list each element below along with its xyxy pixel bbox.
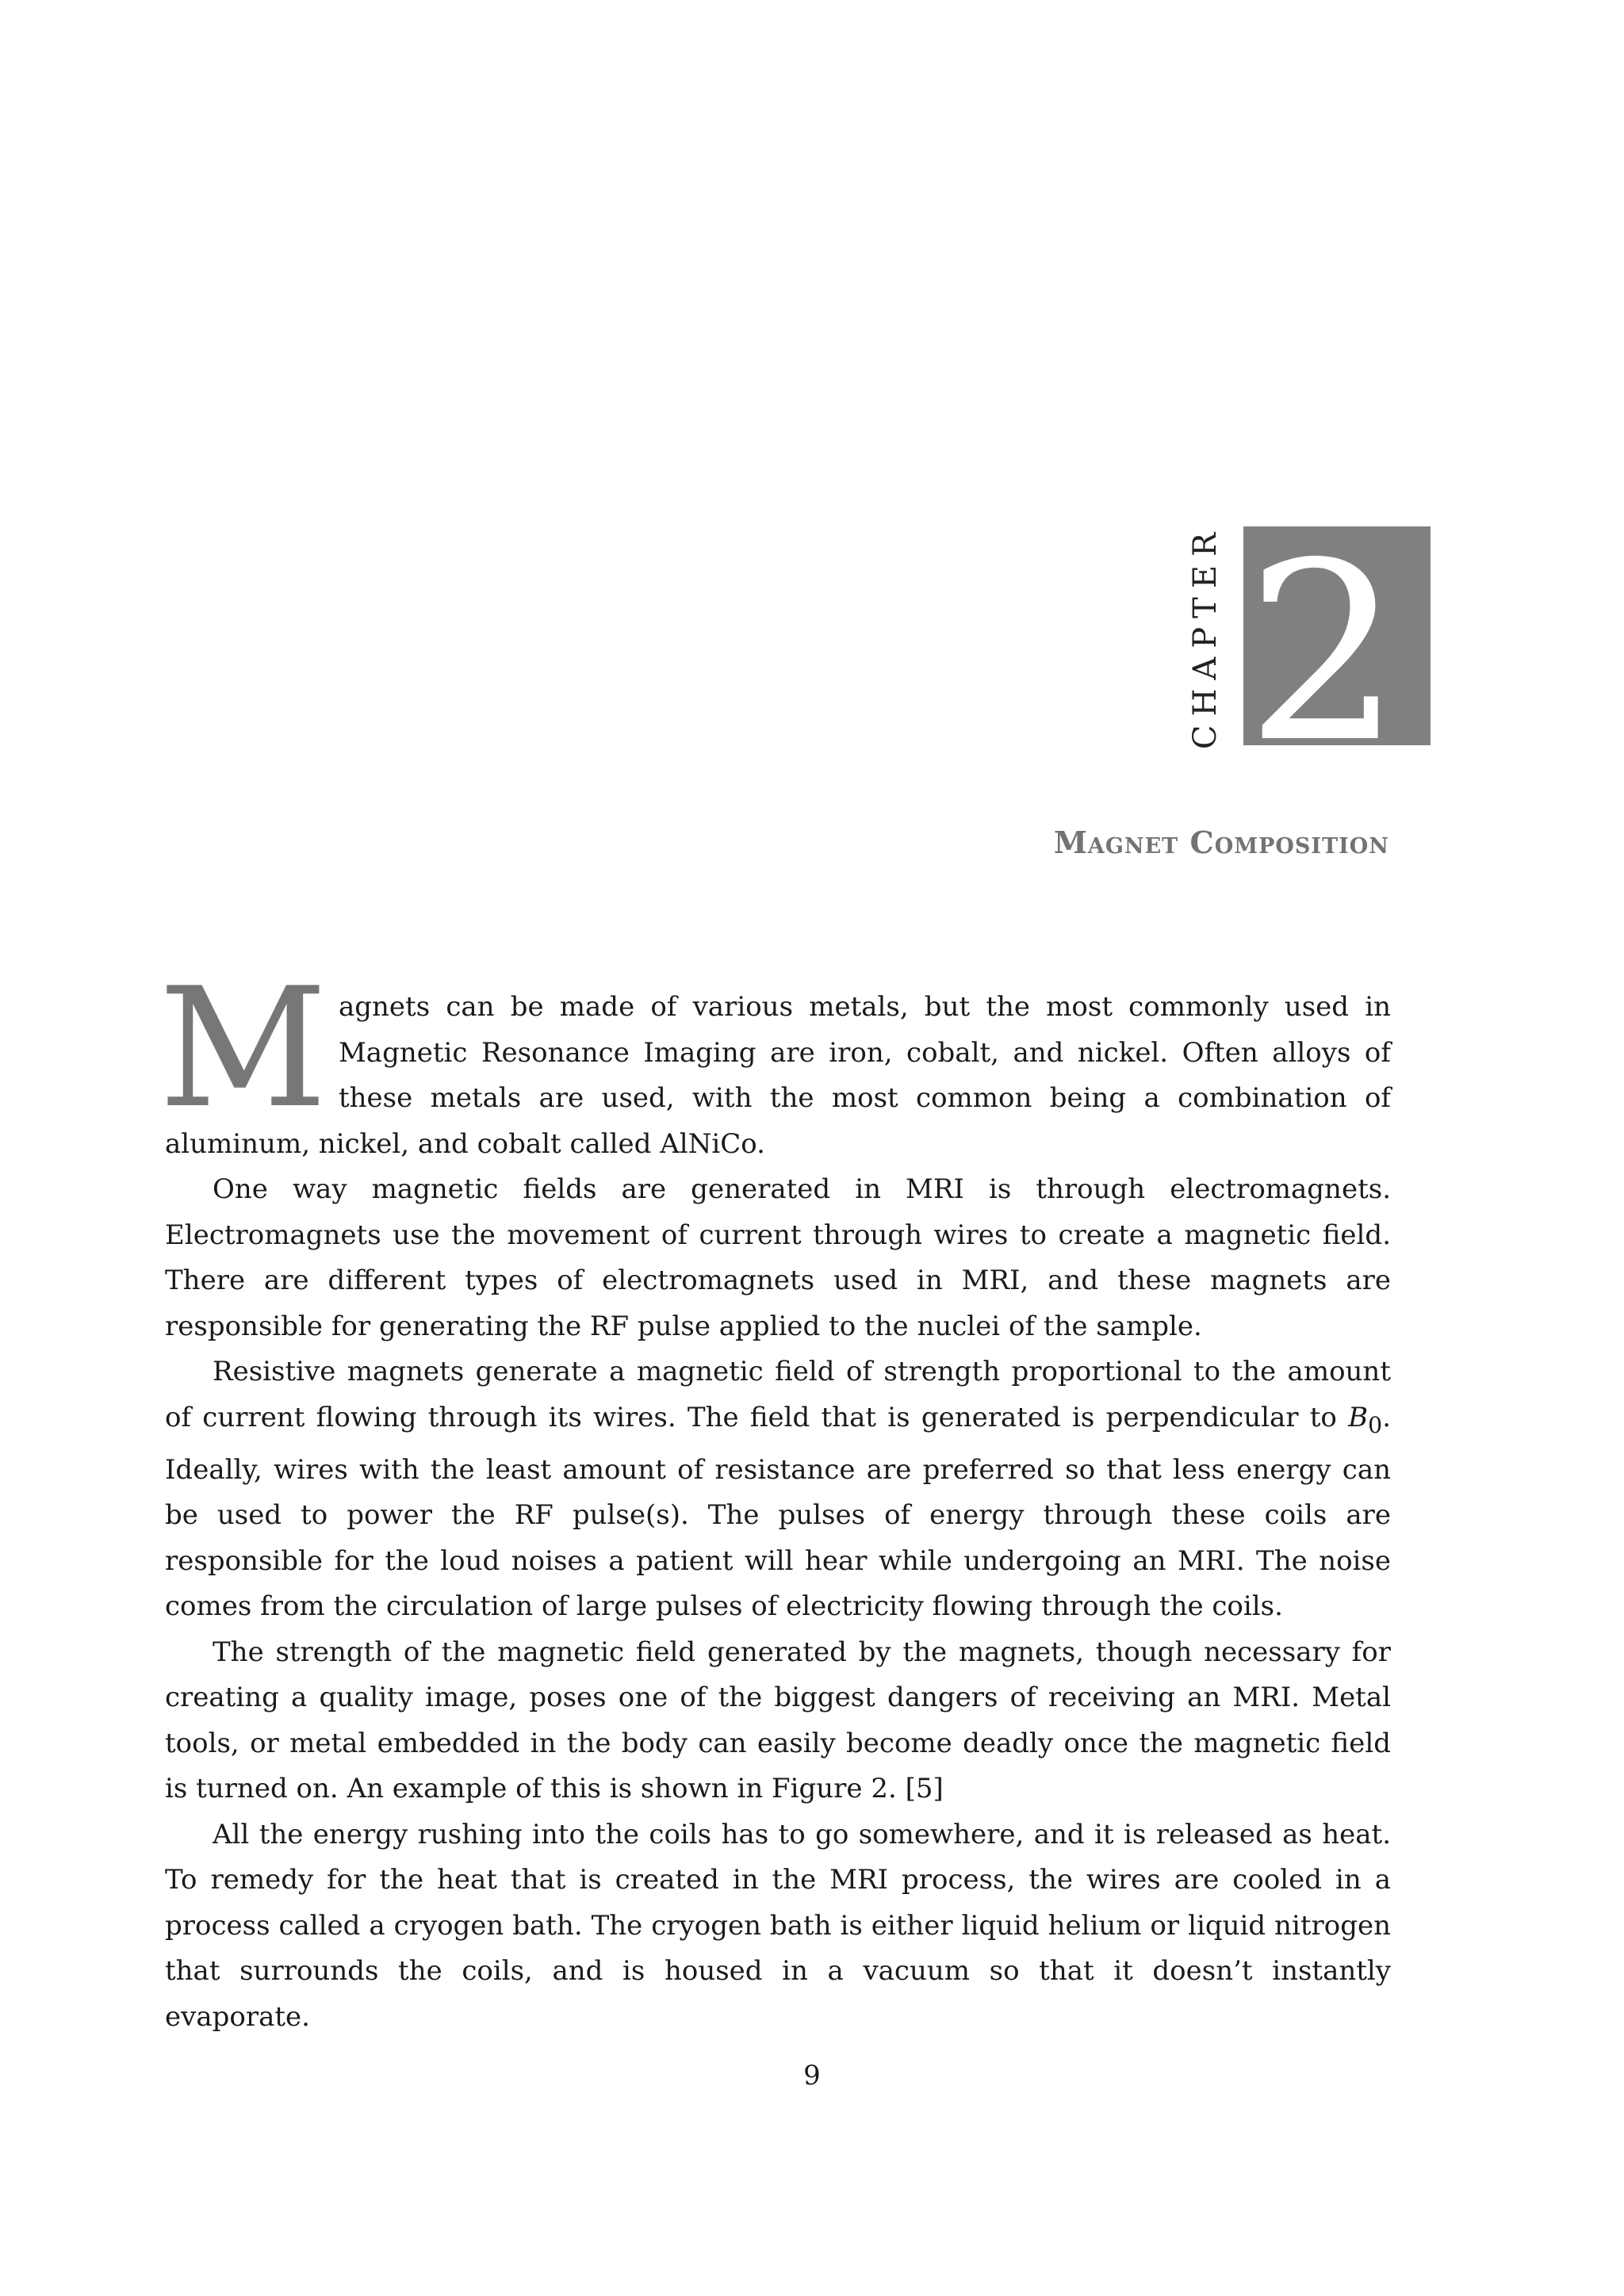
chapter-number: 2: [1245, 526, 1402, 745]
paragraph-1: [159, 953, 1391, 1167]
drop-cap: M: [159, 953, 327, 1145]
paragraph-3: [165, 1349, 1391, 1630]
paragraph-3-text-before: Resistive magnets generate a magnetic field of strength proportional to the amount of current flowing through its wires. The field that is generated is perpendicular to: [165, 1356, 1391, 1433]
paragraph-3-text-after: . Ideally, wires with the least amount of resistance are preferred so that less energy can be used to power the RF pulse(s). The pulses of energy through these coils are responsible for the loud noises a patient will hear while undergoing an MRI. The noise comes from the circulation of large pulses of electricity flowing through the coils.: [165, 1401, 1391, 1623]
paragraph-5: All the energy rushing into the coils has to go somewhere, and it is released as heat. To remedy for the heat that is created in the MRI process, the wires are cooled in a process called a cryogen bath. The cryogen bath is either liquid helium or liquid nitrogen that surrounds the coils, and is housed in a vacuum so that it doesn’t instantly evaporate.: [165, 1818, 1391, 2033]
paragraph-4: The strength of the magnetic field generated by the magnets, though necessary for creating a quality image, poses one of the biggest dangers of receiving an MRI. Metal tools, or metal embedded in the body can easily become deadly once the magnetic field is turned on. An example of this is shown in Figure 2. [5]: [165, 1636, 1391, 1805]
b0-symbol: B: [1348, 1401, 1369, 1433]
b0-subscript: 0: [1368, 1411, 1383, 1438]
chapter-label-text: CHAPTER: [1187, 523, 1224, 749]
chapter-title: Magnet Composition: [1053, 825, 1389, 860]
chapter-label: [1182, 523, 1229, 749]
chapter-number-box: [1243, 526, 1431, 745]
chapter-body: [159, 953, 1391, 2040]
page-number: 9: [803, 2060, 821, 2091]
paragraph-1-text: agnets can be made of various metals, but the most commonly used in Magnetic Resonance Imaging are iron, cobalt, and nickel. Often alloys of these metals are used, with the most common being a combination of aluminum, nickel, and cobalt called AlNiCo.: [165, 991, 1391, 1160]
paragraph-2: One way magnetic fields are generated in MRI is through electromagnets. Electromagnets use the movement of current through wires to create a magnetic field. There are different types of electromagnets used in MRI, and these magnets are responsible for generating the RF pulse applied to the nuclei of the sample.: [165, 1173, 1391, 1342]
